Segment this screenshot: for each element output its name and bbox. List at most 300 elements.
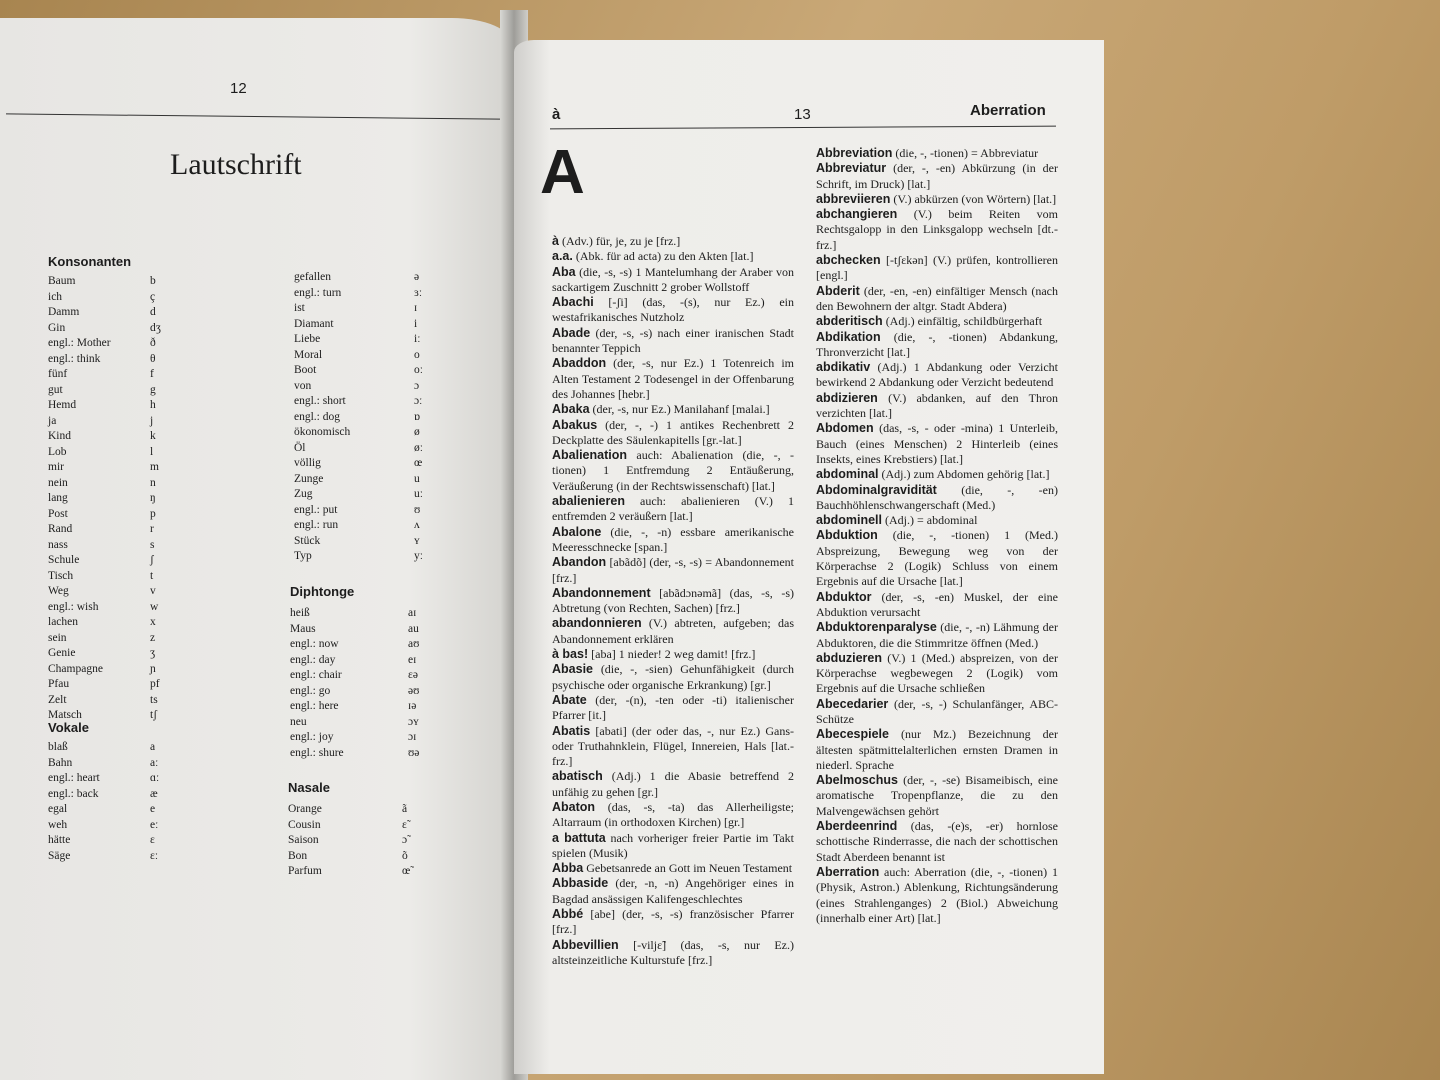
- phonetic-example-word: Gin: [48, 321, 66, 334]
- phonetic-example-word: Schule: [48, 554, 80, 566]
- phonetic-symbol: əʊ: [408, 684, 420, 697]
- phonetic-symbol: œ̃: [402, 865, 411, 877]
- entry-definition: (die, -, -tionen) Abdankung, Thronverzicht [lat.]: [816, 329, 1058, 359]
- phonetic-symbol: i: [414, 317, 418, 330]
- entry-headword: Abachi: [552, 295, 594, 310]
- phonetic-example-word: ökonomisch: [294, 426, 351, 438]
- phonetic-example-word: Matsch: [48, 709, 82, 721]
- entry-headword: abchecken: [816, 253, 881, 268]
- phonetic-symbol: ʃ: [150, 554, 154, 566]
- phonetic-symbol: s: [150, 538, 155, 551]
- entry-headword: abduzieren: [816, 650, 882, 665]
- phonetic-example-word: Parfum: [288, 865, 322, 877]
- phonetic-symbol: õ: [402, 849, 408, 862]
- entry-definition: (Adj.) einfältig, schildbürgerhaft: [882, 314, 1043, 329]
- entry-headword: à bas!: [552, 647, 589, 662]
- entry-headword: abbreviieren: [816, 191, 891, 206]
- entry-definition: (die, -, -tionen) = Abbreviatur: [892, 146, 1039, 160]
- phonetic-example-word: sein: [48, 631, 67, 644]
- phonetic-example-word: Tisch: [48, 569, 74, 582]
- phonetic-symbol: æ: [150, 787, 158, 800]
- dictionary-entry: [816, 192, 1058, 207]
- entry-headword: a battuta: [552, 830, 606, 845]
- phonetic-example-word: engl.: go: [290, 684, 331, 697]
- entry-definition: auch: Abalienation (die, -, -tionen) 1 Entfremdung 2 Entäußerung, Veräußerung (in der Rechtswissenschaft) [lat.]: [552, 448, 794, 493]
- entry-headword: abderitisch: [816, 314, 883, 329]
- entry-definition: (nur Mz.) Bezeichnung der ältesten spätmittelalterlichen ernsten Dramen in niederl. Sprache: [816, 727, 1058, 772]
- phonetic-symbol: ɔː: [414, 395, 423, 407]
- entry-headword: Abalone: [552, 524, 602, 539]
- entry-definition: (Adj.) = abdominal: [881, 513, 978, 528]
- phonetic-example-word: Kind: [48, 430, 71, 442]
- entry-definition: [abãdɔnəmã] (das, -s, -s) Abtretung (von Rechten, Sachen) [frz.]: [552, 585, 794, 616]
- phonetic-example-word: Liebe: [294, 333, 321, 345]
- phonetic-symbol: ɒ: [414, 410, 421, 423]
- entry-headword: abalienieren: [552, 494, 625, 509]
- phonetic-example-word: Genie: [48, 647, 76, 659]
- entry-definition: (Adj.) zum Abdomen gehörig [lat.]: [878, 467, 1050, 482]
- phonetic-symbol: ç: [150, 290, 156, 303]
- phonetic-symbol: ɪə: [408, 700, 417, 712]
- phonetic-example-word: engl.: shure: [290, 746, 344, 759]
- phonetic-example-word: ja: [48, 414, 57, 427]
- phonetic-example-word: Öl: [294, 441, 306, 454]
- entry-definition: (die, -, -en) Bauchhöhlenschwangerschaft (Med.): [816, 482, 1058, 512]
- dictionary-entry: [816, 620, 1058, 651]
- entry-headword: Abecedarier: [816, 696, 889, 711]
- entry-headword: abdominal: [816, 467, 879, 482]
- phonetic-example-word: engl.: think: [48, 352, 101, 365]
- dictionary-entry: [816, 865, 1058, 926]
- dictionary-entry: [816, 284, 1058, 315]
- entry-definition: [abati] (der oder das, -, nur Ez.) Gans- oder Truthahnklein, Flügel, Innereien, Hals [lat.-frz.]: [552, 723, 794, 769]
- entry-headword: Aberdeenrind: [816, 819, 898, 834]
- phonetic-symbol: u: [414, 472, 420, 485]
- konsonanten-symbols: [150, 274, 161, 724]
- phonetic-symbol: dʒ: [150, 321, 161, 334]
- phonetic-example-word: nein: [48, 476, 68, 489]
- entry-definition: (Abk. für ad acta) zu den Akten [lat.]: [572, 249, 754, 264]
- diphtonge-words: [290, 606, 344, 761]
- phonetic-symbol: ɜː: [414, 286, 423, 299]
- entry-definition: (die, -s, -s) 1 Mantelumhang der Araber von sackartigem Zuschnitt 2 grober Wollstoff: [552, 264, 794, 294]
- phonetic-example-word: Baum: [48, 275, 76, 287]
- phonetic-example-word: engl.: joy: [290, 731, 334, 743]
- section-heading-konsonanten: Konsonanten: [48, 254, 132, 269]
- dictionary-entry: [816, 314, 1058, 329]
- phonetic-symbol: aʊ: [408, 638, 420, 650]
- phonetic-symbol: x: [150, 616, 156, 628]
- entry-headword: Abade: [552, 325, 591, 340]
- phonetic-symbol: au: [408, 622, 419, 635]
- right-page-number: 13: [794, 106, 811, 123]
- phonetic-symbol: m: [150, 461, 159, 473]
- phonetic-example-word: engl.: put: [294, 503, 338, 516]
- diphtonge-symbols: [408, 606, 419, 761]
- phonetic-example-word: Cousin: [288, 818, 321, 831]
- phonetic-example-word: engl.: wish: [48, 600, 99, 613]
- dictionary-entry: [816, 528, 1058, 589]
- entry-definition: auch: abalienieren (V.) 1 entfremden 2 veräußern [lat.]: [552, 494, 794, 524]
- phonetic-example-word: Damm: [48, 306, 80, 318]
- phonetic-symbol: p: [150, 507, 156, 520]
- phonetic-symbol: ø: [414, 426, 420, 438]
- phonetic-example-word: fünf: [48, 368, 68, 380]
- entry-headword: Abatis: [552, 723, 591, 738]
- right-header-right: Aberration: [970, 102, 1046, 119]
- phonetic-symbol: eː: [150, 818, 159, 831]
- phonetic-symbol: ŋ: [150, 492, 156, 504]
- entry-definition: (das, -(e)s, -er) hornlose schottische Rinderrasse, die nach der schottischen Stadt Aberdeen benannt ist: [816, 819, 1058, 864]
- entry-definition: (der, -s, -s) nach einer iranischen Stadt benannter Teppich: [552, 325, 794, 356]
- phonetic-symbol: ɑː: [150, 772, 160, 784]
- entry-definition: (der, -s, nur Ez.) Manilahanf [malai.]: [589, 402, 770, 417]
- phonetic-symbol: n: [150, 476, 156, 489]
- entry-headword: Abaddon: [552, 356, 607, 371]
- phonetic-symbol: l: [150, 445, 154, 458]
- dictionary-entry: [552, 800, 794, 831]
- phonetic-example-word: engl.: chair: [290, 669, 342, 681]
- dictionary-entry: [816, 727, 1058, 773]
- phonetic-symbol: ã: [402, 803, 408, 815]
- entry-definition: (der, -s, nur Ez.) 1 Totenreich im Alten Testament 2 Todesengel in der Offenbarung des Johannes [hebr.]: [552, 356, 794, 401]
- dictionary-entry: [552, 418, 794, 449]
- phonetic-symbol: ɔ: [414, 379, 420, 392]
- entry-headword: abdizieren: [816, 390, 878, 405]
- phonetic-example-word: engl.: here: [290, 700, 339, 712]
- phonetic-example-word: blaß: [48, 741, 68, 753]
- dictionary-entry: [816, 207, 1058, 253]
- dictionary-entry: [552, 938, 794, 969]
- dictionary-entry: [552, 402, 794, 417]
- page-title: Lautschrift: [170, 148, 302, 181]
- vokale-words: [48, 740, 100, 864]
- entry-definition: [abe] (der, -s, -s) französischer Pfarrer [frz.]: [552, 907, 794, 937]
- dictionary-entry: [816, 773, 1058, 819]
- phonetic-example-word: Bahn: [48, 756, 73, 769]
- phonetic-symbol: eɪ: [408, 653, 417, 666]
- left-page: [0, 18, 512, 1080]
- dictionary-entry: [816, 513, 1058, 528]
- entry-headword: Abbaside: [552, 876, 609, 891]
- phonetic-symbol: aː: [150, 756, 159, 769]
- dictionary-entry: [552, 907, 794, 938]
- entry-definition: (die, -, -tionen) 1 (Med.) Abspreizung, Bewegung weg von der Körperachse 2 (Logik) Schluss von einem Ergebnis auf die Ursache [lat.]: [816, 528, 1058, 589]
- dictionary-entry: [552, 265, 794, 296]
- phonetic-symbol: ɛ: [150, 834, 155, 846]
- dictionary-entry: [552, 525, 794, 556]
- dictionary-entry: [552, 831, 794, 862]
- phonetic-symbol: ð: [150, 337, 156, 349]
- entry-headword: a.a.: [552, 249, 573, 264]
- entry-headword: Abecespiele: [816, 727, 889, 742]
- entry-headword: abdikativ: [816, 360, 871, 375]
- konsonanten-words: [48, 274, 111, 724]
- entry-headword: Abaton: [552, 799, 596, 814]
- entry-definition: (die, -, -sien) Gehunfähigkeit (durch psychische oder organische Erkrankung) [gr.]: [552, 662, 794, 692]
- phonetic-example-word: völlig: [294, 457, 321, 469]
- entry-headword: Abelmoschus: [816, 773, 898, 788]
- entry-headword: abandonnieren: [552, 616, 642, 631]
- phonetic-example-word: ist: [294, 302, 305, 314]
- entry-headword: Abduktion: [816, 528, 878, 543]
- phonetic-symbol: ʒ: [150, 647, 156, 659]
- dictionary-entry: [552, 326, 794, 357]
- phonetic-example-word: engl.: Mother: [48, 337, 111, 349]
- phonetic-example-word: engl.: run: [294, 519, 339, 531]
- phonetic-example-word: engl.: dog: [294, 410, 340, 423]
- entry-definition: auch: Aberration (die, -, -tionen) 1 (Physik, Astron.) Ablenkung, Richtungsänderung (eines Strahlenganges) 2 (Biol.) Abweichung (innerhalb einer Art) [lat.]: [816, 864, 1058, 925]
- vokale-symbols: [150, 740, 159, 864]
- phonetic-symbol: ʏ: [414, 534, 420, 547]
- dictionary-entry: [816, 697, 1058, 728]
- entry-headword: Abakus: [552, 417, 598, 432]
- phonetic-symbol: ɔʏ: [408, 715, 419, 728]
- phonetic-symbol: b: [150, 275, 156, 287]
- phonetic-symbol: øː: [414, 441, 423, 454]
- entry-headword: Abdomen: [816, 421, 874, 436]
- phonetic-example-word: engl.: short: [294, 395, 346, 407]
- entry-definition: nach vorheriger freier Partie im Takt spielen (Musik): [552, 830, 794, 860]
- section-heading-diphtonge: Diphtonge: [290, 584, 355, 599]
- entry-definition: (V.) 1 (Med.) abspreizen, von der Körperachse wegbewegen 2 (Logik) vom Ergebnis auf die Ursache schließen: [816, 650, 1058, 696]
- phonetic-example-word: ich: [48, 290, 63, 303]
- entry-definition: [abãdõ] (der, -s, -s) = Abandonnement [frz.]: [552, 555, 794, 585]
- phonetic-symbol: pf: [150, 678, 160, 690]
- dictionary-entry: [552, 586, 794, 617]
- phonetic-symbol: ɛ̃: [402, 818, 407, 831]
- phonetic-example-word: Post: [48, 507, 68, 520]
- phonetic-example-word: lang: [48, 492, 68, 504]
- phonetic-example-word: Bon: [288, 849, 308, 862]
- phonetic-symbol: g: [150, 383, 156, 396]
- dictionary-entry: [552, 724, 794, 770]
- phonetic-example-word: gefallen: [294, 271, 332, 283]
- entry-definition: (der, -s, -) Schulanfänger, ABC-Schütze: [816, 696, 1058, 726]
- phonetic-example-word: weh: [48, 818, 68, 831]
- entry-definition: (die, -, -n) essbare amerikanische Meeresschnecke [span.]: [552, 524, 794, 554]
- entry-headword: Abandonnement: [552, 585, 651, 600]
- phonetic-symbol: v: [150, 585, 156, 597]
- dictionary-entry: [816, 819, 1058, 865]
- dictionary-entry: [552, 769, 794, 800]
- phonetic-symbol: a: [150, 741, 156, 753]
- entry-headword: Abderit: [816, 283, 860, 298]
- phonetic-example-word: mir: [48, 461, 64, 473]
- entry-headword: Aba: [552, 264, 576, 279]
- entry-headword: Abdominalgravidität: [816, 482, 937, 497]
- entry-definition: [-tʃɛkən] (V.) prüfen, kontrollieren [engl.]: [816, 253, 1058, 283]
- phonetic-symbol: ɔɪ: [408, 731, 417, 743]
- dictionary-entry: [816, 330, 1058, 361]
- phonetic-example-word: Weg: [48, 585, 69, 597]
- entry-definition: (V.) abdanken, auf den Thron verzichten [lat.]: [816, 390, 1058, 421]
- phonetic-symbol: ʊə: [408, 746, 420, 759]
- phonetic-symbol: e: [150, 803, 156, 815]
- phonetic-example-word: Zunge: [294, 472, 324, 485]
- entry-definition: (V.) abkürzen (von Wörtern) [lat.]: [890, 191, 1057, 206]
- entry-headword: Abdikation: [816, 329, 881, 344]
- phonetic-example-word: heiß: [290, 607, 310, 619]
- dictionary-column-2: [816, 146, 1058, 926]
- vokale-cont-words: [294, 270, 350, 565]
- entry-headword: abdominell: [816, 513, 882, 528]
- phonetic-symbol: o: [414, 348, 420, 361]
- dictionary-entry: [552, 693, 794, 724]
- phonetic-symbol: ʊ: [414, 503, 421, 516]
- entry-headword: abatisch: [552, 769, 603, 784]
- phonetic-example-word: Stück: [294, 534, 321, 547]
- phonetic-symbol: t: [150, 569, 154, 582]
- entry-definition: (der, -, -en) Abkürzung (in der Schrift, im Druck) [lat.]: [816, 161, 1058, 191]
- dictionary-entry: [816, 161, 1058, 192]
- phonetic-symbol: ɪ: [414, 302, 418, 314]
- phonetic-example-word: Typ: [294, 550, 312, 562]
- entry-definition: (Adj.) 1 Abdankung oder Verzicht bewirkend 2 Abdankung oder Verzicht bedeutend: [816, 360, 1058, 390]
- dictionary-entry: [816, 391, 1058, 422]
- phonetic-example-word: egal: [48, 803, 68, 815]
- phonetic-example-word: Orange: [288, 803, 322, 815]
- phonetic-example-word: Lob: [48, 445, 67, 458]
- dictionary-entry: [552, 662, 794, 693]
- entry-definition: (der, -n, -n) Angehöriger eines in Bagdad ansässigen Kalifengeschlechtes: [552, 876, 794, 906]
- dictionary-entry: [552, 876, 794, 907]
- phonetic-example-word: Zug: [294, 488, 313, 500]
- entry-definition: (das, -s, -ta) das Allerheiligste; Altarraum (in orthodoxen Kirchen) [gr.]: [552, 799, 794, 830]
- dictionary-entry: [816, 590, 1058, 621]
- phonetic-symbol: oː: [414, 364, 423, 376]
- phonetic-example-word: Hemd: [48, 399, 77, 411]
- phonetic-example-word: Rand: [48, 523, 73, 535]
- phonetic-example-word: Säge: [48, 849, 71, 862]
- phonetic-symbol: d: [150, 306, 156, 318]
- phonetic-example-word: engl.: heart: [48, 772, 100, 784]
- phonetic-example-word: hätte: [48, 834, 71, 846]
- dictionary-entry: [816, 483, 1058, 514]
- dictionary-entry: [552, 448, 794, 494]
- entry-headword: abchangieren: [816, 207, 898, 222]
- section-letter: A: [540, 138, 585, 207]
- entry-headword: Abbreviation: [816, 146, 893, 160]
- entry-headword: Abasie: [552, 662, 593, 677]
- entry-definition: (Adj.) 1 die Abasie betreffend 2 unfähig zu gehen [gr.]: [552, 769, 794, 799]
- phonetic-symbol: ɲ: [150, 662, 156, 675]
- phonetic-symbol: ɛə: [408, 669, 418, 681]
- entry-definition: Gebetsanrede an Gott im Neuen Testament: [583, 861, 793, 876]
- phonetic-example-word: Diamant: [294, 317, 334, 330]
- dictionary-entry: [552, 647, 794, 662]
- entry-headword: Abduktorenparalyse: [816, 620, 937, 635]
- dictionary-entry: [816, 146, 1058, 161]
- phonetic-symbol: r: [150, 523, 154, 535]
- phonetic-example-word: engl.: now: [290, 638, 339, 650]
- dictionary-entry: [816, 467, 1058, 482]
- phonetic-example-word: Boot: [294, 364, 317, 376]
- entry-definition: (der, -, -se) Bisameibisch, eine aromatische Tropenpflanze, die zu den Malvengewächsen gehört: [816, 773, 1058, 818]
- entry-definition: (V.) beim Reiten vom Rechtsgalopp in den Linksgalopp wechseln [dt.-frz.]: [816, 207, 1058, 252]
- dictionary-entry: [552, 356, 794, 402]
- dictionary-entry: [552, 295, 794, 326]
- phonetic-symbol: h: [150, 399, 156, 411]
- phonetic-example-word: lachen: [48, 616, 79, 628]
- left-header-rule: [6, 113, 500, 119]
- phonetic-symbol: uː: [414, 488, 423, 500]
- dictionary-entry: [552, 234, 794, 249]
- dictionary-entry: [816, 421, 1058, 467]
- entry-headword: Abba: [552, 861, 584, 876]
- entry-headword: Abduktor: [816, 589, 872, 604]
- phonetic-symbol: z: [150, 631, 156, 644]
- dictionary-entry: [816, 253, 1058, 284]
- phonetic-example-word: Saison: [288, 834, 319, 846]
- dictionary-entry: [816, 651, 1058, 697]
- phonetic-symbol: ə: [414, 271, 420, 283]
- entry-headword: Abalienation: [552, 448, 628, 463]
- section-heading-nasale: Nasale: [288, 780, 330, 795]
- right-header-left: à: [552, 106, 561, 123]
- phonetic-symbol: k: [150, 430, 156, 442]
- phonetic-symbol: tʃ: [150, 709, 158, 721]
- entry-definition: [-ʃi] (das, -(s), nur Ez.) ein westafrikanisches Nutzholz: [552, 295, 794, 325]
- entry-headword: Abbé: [552, 907, 584, 922]
- entry-headword: Abbevillien: [552, 937, 619, 952]
- phonetic-example-word: engl.: back: [48, 787, 99, 800]
- phonetic-symbol: w: [150, 600, 159, 613]
- phonetic-example-word: gut: [48, 383, 63, 396]
- entry-headword: Abandon: [552, 555, 607, 570]
- phonetic-example-word: neu: [290, 715, 307, 728]
- phonetic-example-word: engl.: day: [290, 653, 336, 666]
- phonetic-symbol: f: [150, 368, 154, 380]
- phonetic-symbol: aɪ: [408, 607, 417, 619]
- dictionary-entry: [552, 616, 794, 647]
- entry-headword: à: [552, 234, 559, 248]
- dictionary-column-1: [552, 234, 794, 968]
- dictionary-entry: [552, 861, 794, 876]
- entry-headword: Abaka: [552, 402, 590, 417]
- section-heading-vokale: Vokale: [48, 720, 89, 735]
- phonetic-symbol: ʌ: [414, 519, 420, 531]
- phonetic-example-word: Pfau: [48, 678, 70, 690]
- phonetic-example-word: Maus: [290, 622, 316, 635]
- phonetic-symbol: θ: [150, 352, 156, 365]
- phonetic-example-word: engl.: turn: [294, 286, 342, 299]
- nasale-words: [288, 802, 322, 880]
- entry-definition: (die, -, -n) Lähmung der Abduktoren, die die Stimmritze öffnen (Med.): [816, 620, 1058, 650]
- phonetic-example-word: von: [294, 379, 312, 392]
- dictionary-entry: [552, 494, 794, 525]
- vokale-cont-symbols: [414, 270, 423, 565]
- entry-definition: (der, -(n), -ten oder -ti) italienischer Pfarrer [it.]: [552, 692, 794, 723]
- phonetic-symbol: yː: [414, 550, 423, 562]
- dictionary-entry: [816, 360, 1058, 391]
- dictionary-entry: [552, 555, 794, 586]
- phonetic-example-word: Moral: [294, 348, 323, 361]
- entry-definition: (der, -en, -en) einfältiger Mensch (nach den Bewohnern der altgr. Stadt Abdera): [816, 283, 1058, 313]
- entry-definition: (V.) abtreten, aufgeben; das Abandonnement erklären: [552, 616, 794, 646]
- phonetic-symbol: j: [150, 414, 154, 427]
- entry-definition: (der, -, -) 1 antikes Rechenbrett 2 Deckplatte des Säulenkapitells [gr.-lat.]: [552, 417, 794, 447]
- entry-definition: [-viljɛ̃] (das, -s, nur Ez.) altsteinzeitliche Kulturstufe [frz.]: [552, 937, 794, 967]
- entry-definition: (der, -s, -en) Muskel, der eine Abduktion verursacht: [816, 589, 1058, 619]
- phonetic-example-word: Champagne: [48, 662, 103, 675]
- phonetic-symbol: ts: [150, 693, 158, 706]
- phonetic-symbol: œ: [414, 457, 423, 469]
- phonetic-symbol: iː: [414, 333, 421, 345]
- nasale-symbols: [402, 802, 410, 880]
- entry-headword: Abate: [552, 692, 587, 707]
- entry-definition: (das, -s, - oder -mina) 1 Unterleib, Bauch (eines Menschen) 2 Hinterleib (eines Insekts, eines Krebstiers) [lat.]: [816, 421, 1058, 466]
